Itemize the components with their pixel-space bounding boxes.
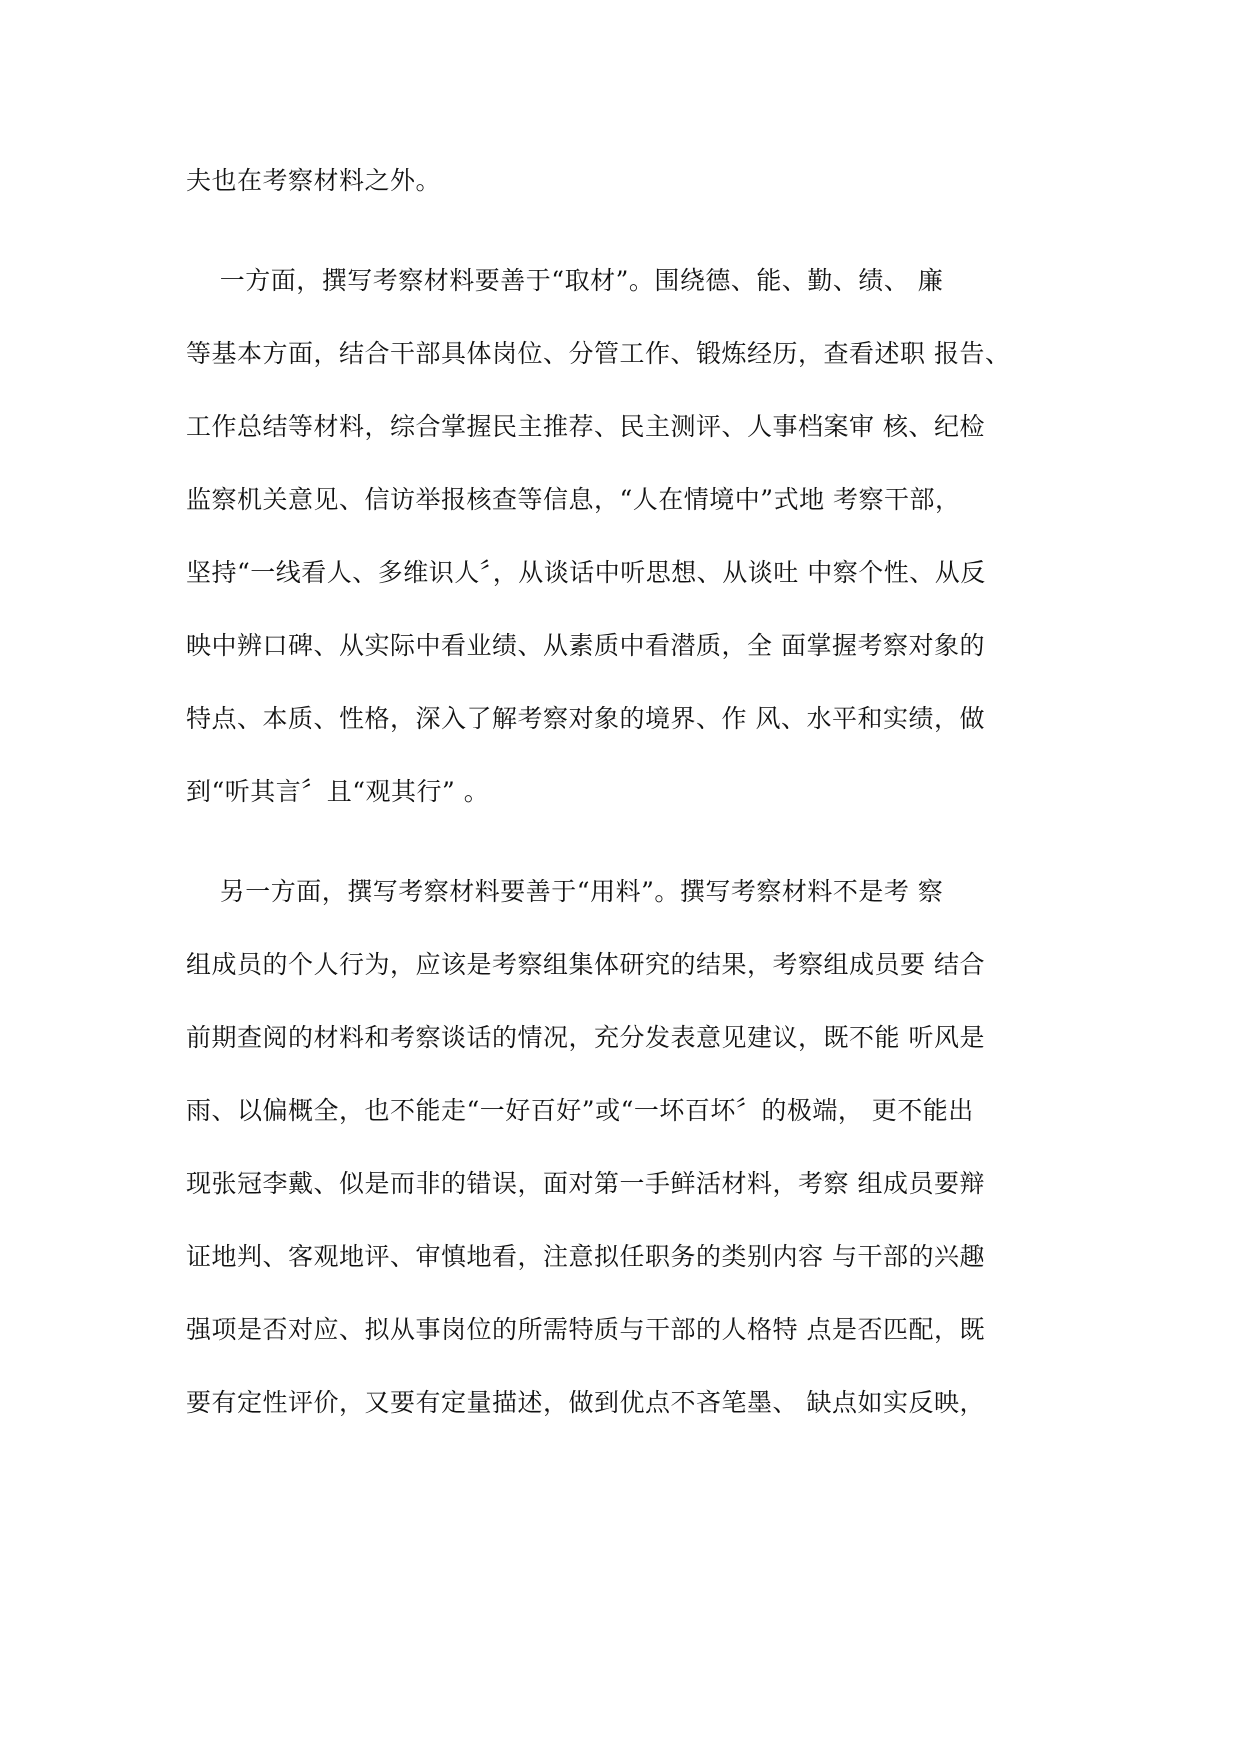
text-line-11: 组成员的个人行为，应该是考察组集体研究的结果，考察组成员要 结合 xyxy=(186,950,985,979)
text-line-3: 等基本方面，结合干部具体岗位、分管工作、锻炼经历，查看述职 报告、 xyxy=(186,339,1011,368)
text-line-4: 工作总结等材料，综合掌握民主推荐、民主测评、人事档案审 核、纪检 xyxy=(186,412,985,441)
text-line-13: 雨、以偏概全，也不能走“一好百好”或“一坏百坏〞的极端， 更不能出 xyxy=(186,1096,974,1125)
text-line-5: 监察机关意见、信访举报核查等信息，“人在情境中”式地 考察干部， xyxy=(186,485,961,514)
text-line-16: 强项是否对应、拟从事岗位的所需特质与干部的人格特 点是否匹配，既 xyxy=(186,1315,985,1344)
text-line-12: 前期查阅的材料和考察谈话的情况，充分发表意见建议，既不能 听风是 xyxy=(186,1023,985,1052)
text-line-1: 夫也在考察材料之外。 xyxy=(186,166,442,195)
text-line-14: 现张冠李戴、似是而非的错误，面对第一手鲜活材料，考察 组成员要辩 xyxy=(186,1169,985,1198)
text-line-2: 一方面，撰写考察材料要善于“取材”。围绕德、能、勤、绩、 廉 xyxy=(186,266,944,295)
text-line-15: 证地判、客观地评、审慎地看，注意拟任职务的类别内容 与干部的兴趣 xyxy=(186,1242,985,1271)
text-line-9: 到“听其言〞且“观其行” 。 xyxy=(186,777,490,806)
text-line-6: 坚持“一线看人、多维识人〞，从谈话中听思想、从谈吐 中察个性、从反 xyxy=(186,558,986,587)
text-line-8: 特点、本质、性格，深入了解考察对象的境界、作 风、水平和实绩，做 xyxy=(186,704,985,733)
text-line-10: 另一方面，撰写考察材料要善于“用料”。撰写考察材料不是考 察 xyxy=(186,877,944,906)
text-line-7: 映中辨口碑、从实际中看业绩、从素质中看潜质，全 面掌握考察对象的 xyxy=(186,631,985,660)
text-line-17: 要有定性评价，又要有定量描述，做到优点不吝笔墨、 缺点如实反映， xyxy=(186,1388,985,1417)
